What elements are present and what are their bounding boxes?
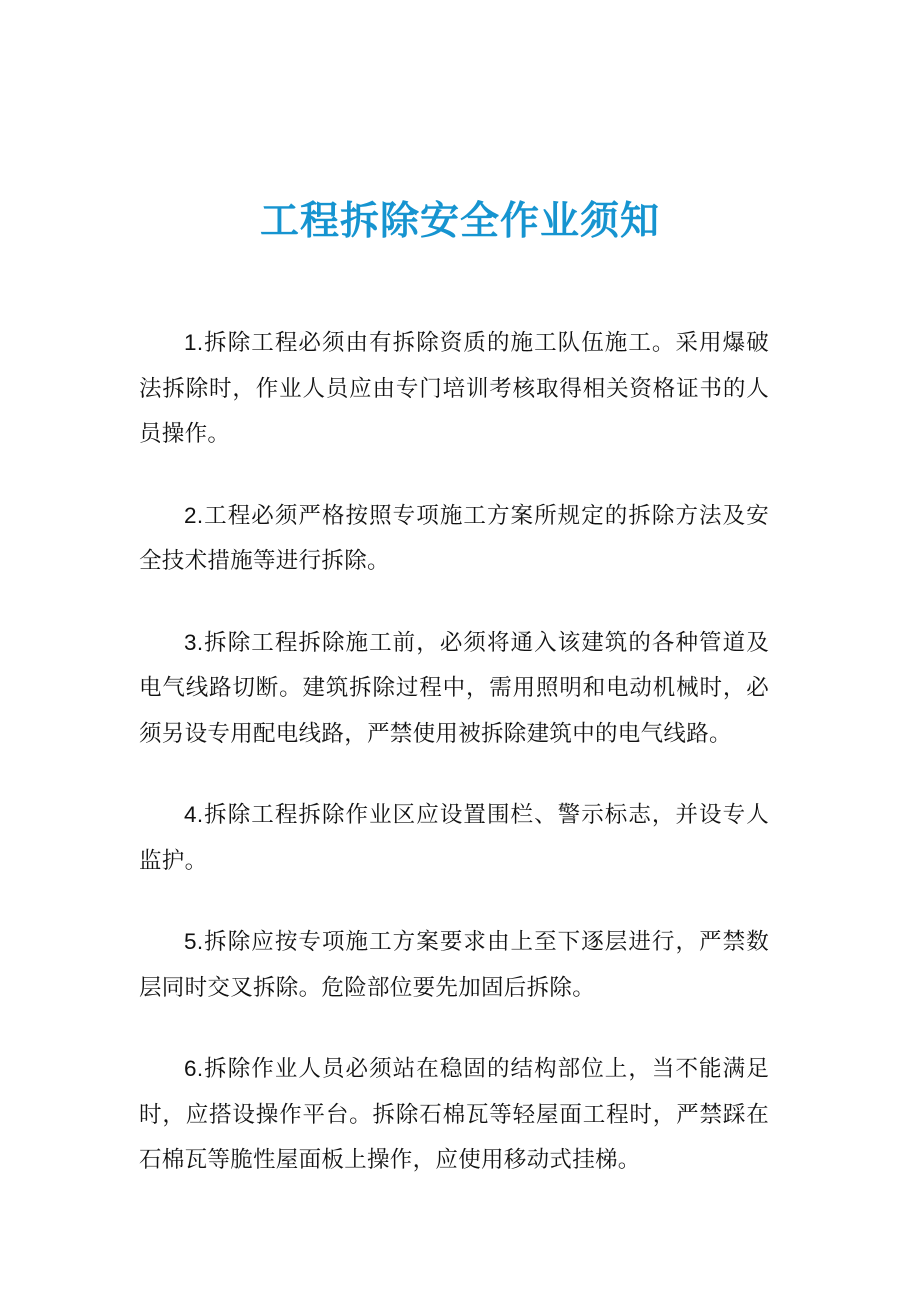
paragraph-text: 拆除工程拆除作业区应设置围栏、警示标志，并设专人监护。 [139, 802, 769, 874]
paragraph-number: 4. [184, 802, 204, 827]
paragraph-number: 5. [184, 929, 204, 954]
paragraph-text: 拆除工程拆除施工前，必须将通入该建筑的各种管道及电气线路切断。建筑拆除过程中，需用照明和电动机械时，必须另设专用配电线路，严禁使用被拆除建筑中的电气线路。 [139, 629, 769, 747]
paragraph-number: 2. [184, 502, 204, 528]
paragraph-text: 拆除作业人员必须站在稳固的结构部位上，当不能满足时，应搭设操作平台。拆除石棉瓦等轻屋面工程时，严禁踩在石棉瓦等脆性屋面板上操作，应使用移动式挂梯。 [139, 1056, 769, 1173]
paragraph-6 [139, 1046, 769, 1184]
paragraph-5 [139, 919, 769, 1011]
paragraph-2 [139, 493, 769, 585]
paragraph-number: 1. [184, 330, 204, 355]
paragraph-text: 拆除工程必须由有拆除资质的施工队伍施工。采用爆破法拆除时，作业人员应由专门培训考核取得相关资格证书的人员操作。 [139, 330, 769, 447]
document-body [139, 320, 769, 1219]
paragraph-number: 6. [184, 1056, 204, 1081]
paragraph-text: 工程必须严格按照专项施工方案所规定的拆除方法及安全技术措施等进行拆除。 [139, 502, 769, 574]
paragraph-4 [139, 792, 769, 884]
paragraph-number: 3. [184, 629, 204, 655]
paragraph-1 [139, 320, 769, 458]
document-title: 工程拆除安全作业须知 [259, 199, 660, 244]
paragraph-3 [139, 620, 769, 758]
paragraph-text: 拆除应按专项施工方案要求由上至下逐层进行，严禁数层同时交叉拆除。危险部位要先加固后拆除。 [139, 929, 769, 1001]
